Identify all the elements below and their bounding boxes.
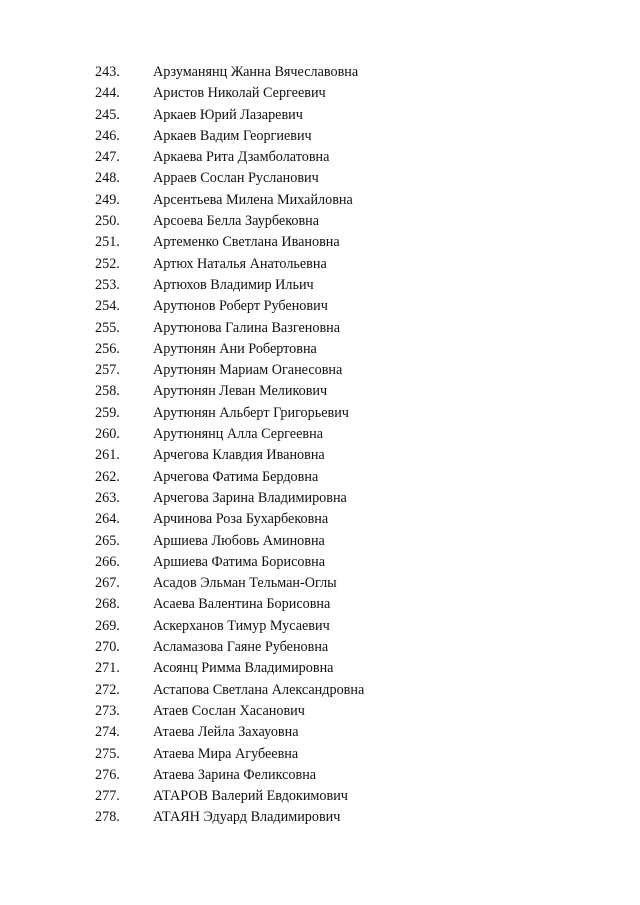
list-item (0, 190, 640, 211)
list-item (0, 211, 640, 232)
list-item (0, 467, 640, 488)
entry-name: Арутюнов Роберт Рубенович (153, 298, 328, 315)
list-item (0, 126, 640, 147)
list-item (0, 594, 640, 615)
entry-number: 256. (95, 340, 120, 357)
entry-name: Аркаева Рита Дзамболатовна (153, 149, 330, 166)
list-item (0, 509, 640, 530)
entry-name: Арчинова Роза Бухарбековна (153, 511, 329, 528)
entry-name: Артюх Наталья Анатольевна (153, 255, 327, 272)
list-item (0, 339, 640, 360)
entry-name: Арсентьева Милена Михайловна (153, 191, 353, 208)
entry-number: 251. (95, 234, 120, 251)
entry-number: 262. (95, 468, 120, 485)
entry-number: 273. (95, 702, 120, 719)
entry-number: 270. (95, 639, 120, 656)
list-item (0, 424, 640, 445)
list-item (0, 786, 640, 807)
entry-number: 278. (95, 809, 120, 826)
entry-name: Арутюнян Леван Меликович (153, 383, 328, 400)
list-item (0, 744, 640, 765)
entry-name: Атаева Лейла Захауовна (153, 724, 299, 741)
list-item (0, 275, 640, 296)
list-item (0, 552, 640, 573)
entry-name: Атаев Сослан Хасанович (153, 702, 305, 719)
list-item (0, 573, 640, 594)
entry-name: Асадов Эльман Тельман-Оглы (153, 575, 337, 592)
entry-number: 275. (95, 745, 120, 762)
entry-number: 248. (95, 170, 120, 187)
entry-name: Артюхов Владимир Ильич (153, 276, 314, 293)
list-item (0, 658, 640, 679)
entry-number: 246. (95, 127, 120, 144)
list-item (0, 360, 640, 381)
entry-number: 263. (95, 489, 120, 506)
list-item (0, 637, 640, 658)
list-item (0, 254, 640, 275)
entry-number: 252. (95, 255, 120, 272)
list-item (0, 147, 640, 168)
entry-name: Арутюнян Мариам Оганесовна (153, 362, 343, 379)
list-item (0, 531, 640, 552)
list-item (0, 616, 640, 637)
entry-name: Аршиева Фатима Борисовна (153, 553, 326, 570)
entry-number: 257. (95, 362, 120, 379)
list-item (0, 445, 640, 466)
entry-number: 254. (95, 298, 120, 315)
entry-number: 259. (95, 404, 120, 421)
list-item (0, 168, 640, 189)
entry-name: АТАЯН Эдуард Владимирович (153, 809, 341, 826)
entry-number: 261. (95, 447, 120, 464)
entry-number: 274. (95, 724, 120, 741)
entry-name: Аркаев Вадим Георгиевич (153, 127, 312, 144)
entry-number: 243. (95, 64, 120, 80)
list-item (0, 62, 640, 83)
entry-name: Арутюнянц Алла Сергеевна (153, 426, 323, 443)
entry-name: Арсоева Белла Заурбековна (153, 213, 320, 230)
entry-number: 269. (95, 617, 120, 634)
entry-name: Асаева Валентина Борисовна (153, 596, 331, 613)
entry-number: 266. (95, 553, 120, 570)
entry-name: Арутюнова Галина Вазгеновна (153, 319, 341, 336)
entry-number: 264. (95, 511, 120, 528)
list-item (0, 381, 640, 402)
entry-name: Атаева Зарина Феликсовна (153, 766, 317, 783)
entry-number: 247. (95, 149, 120, 166)
entry-name: АТАРОВ Валерий Евдокимович (153, 788, 348, 805)
entry-name: Аркаев Юрий Лазаревич (153, 106, 303, 123)
entry-number: 255. (95, 319, 120, 336)
name-list (0, 62, 640, 829)
entry-number: 250. (95, 213, 120, 230)
entry-name: Арутюнян Альберт Григорьевич (153, 404, 349, 421)
entry-name: Аристов Николай Сергеевич (153, 85, 326, 102)
entry-number: 244. (95, 85, 120, 102)
list-item (0, 680, 640, 701)
list-item (0, 83, 640, 104)
list-item (0, 722, 640, 743)
entry-number: 272. (95, 681, 120, 698)
list-item (0, 765, 640, 786)
list-item (0, 403, 640, 424)
entry-name: Атаева Мира Агубеевна (153, 745, 299, 762)
list-item (0, 105, 640, 126)
entry-number: 276. (95, 766, 120, 783)
entry-number: 277. (95, 788, 120, 805)
list-item (0, 701, 640, 722)
entry-number: 258. (95, 383, 120, 400)
entry-number: 271. (95, 660, 120, 677)
entry-number: 249. (95, 191, 120, 208)
entry-name: Асламазова Гаяне Рубеновна (153, 639, 329, 656)
entry-number: 253. (95, 276, 120, 293)
list-item (0, 807, 640, 828)
entry-name: Арраев Сослан Русланович (153, 170, 319, 187)
entry-name: Арчегова Зарина Владимировна (153, 489, 347, 506)
list-item (0, 232, 640, 253)
entry-name: Арутюнян Ани Робертовна (153, 340, 317, 357)
entry-number: 268. (95, 596, 120, 613)
entry-name: Астапова Светлана Александровна (153, 681, 365, 698)
list-item (0, 318, 640, 339)
entry-name: Аскерханов Тимур Мусаевич (153, 617, 330, 634)
entry-name: Асоянц Римма Владимировна (153, 660, 334, 677)
entry-name: Арчегова Клавдия Ивановна (153, 447, 325, 464)
entry-name: Артеменко Светлана Ивановна (153, 234, 340, 251)
list-item (0, 296, 640, 317)
entry-name: Арчегова Фатима Бердовна (153, 468, 319, 485)
entry-number: 267. (95, 575, 120, 592)
entry-name: Арзуманянц Жанна Вячеславовна (153, 64, 359, 80)
entry-number: 265. (95, 532, 120, 549)
entry-number: 245. (95, 106, 120, 123)
list-item (0, 488, 640, 509)
entry-name: Аршиева Любовь Аминовна (153, 532, 325, 549)
entry-number: 260. (95, 426, 120, 443)
